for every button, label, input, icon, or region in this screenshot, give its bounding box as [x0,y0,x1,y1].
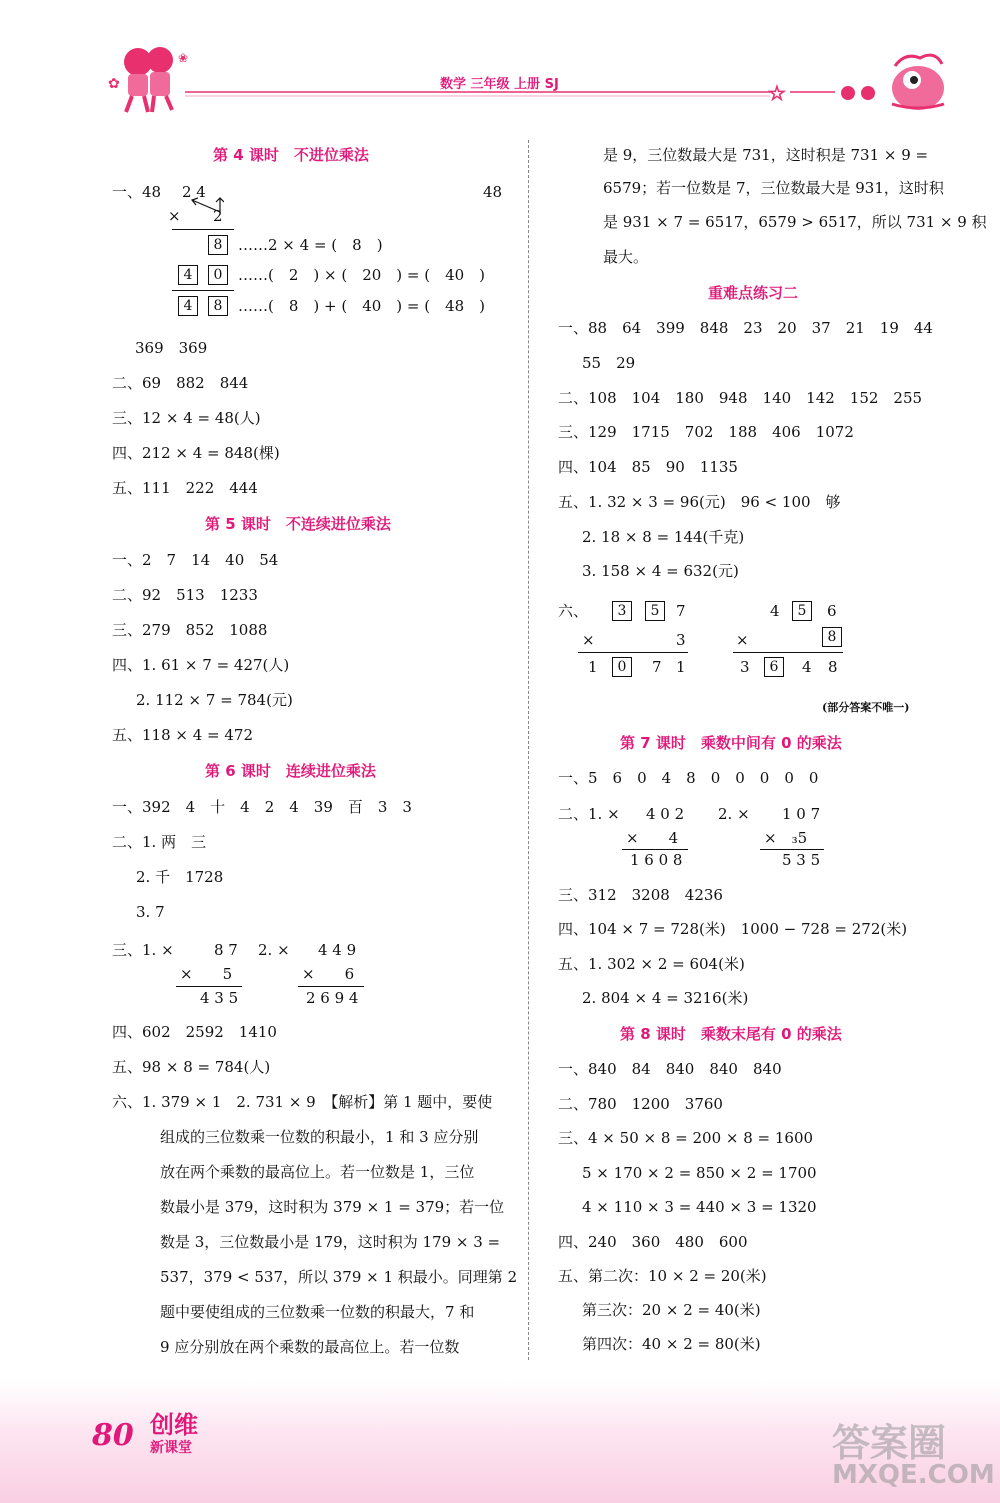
header-decoration [0,0,1000,140]
answer-box: 8 [822,627,842,647]
section-title-lesson-6: 第 6 课时 连续进位乘法 [205,762,376,780]
answer-line: 组成的三位数乘一位数的积最小，1 和 3 应分别 [160,1128,479,1146]
answer-line: 四、602 2592 1410 [112,1023,277,1041]
vm-rule [172,229,234,230]
star-icon: ☆ [768,81,786,105]
answer-line: 55 29 [582,354,636,372]
puzzle-digit: 1 [588,658,598,676]
answer-line: 二、780 1200 3760 [558,1095,723,1113]
answer-line: 48 [483,183,503,201]
answer-line: 一、5 6 0 4 8 0 0 0 0 0 [558,769,819,787]
vm-mul: × 4 [626,829,679,847]
vm-result: 4 3 5 [200,989,239,1007]
vm-result: 5 3 5 [782,851,821,869]
answer-line: 五、118 × 4 = 472 [112,726,254,744]
answer-box: 5 [792,601,812,621]
answer-line: 四、104 × 7 = 728(米) 1000 − 728 = 272(米) [558,920,908,938]
answer-line: 是 9，三位数最大是 731，这时积是 731 × 9 = [603,146,929,164]
answer-line: 五、111 222 444 [112,479,258,497]
section-title-lesson-4: 第 4 课时 不进位乘法 [213,146,369,164]
answer-line: 2. × [258,941,290,959]
vm-top: 8 7 [214,941,238,959]
vm-rule [176,986,242,987]
answer-box: 0 [208,265,228,285]
vm-top: 1 0 7 [782,805,821,823]
svg-text:❀: ❀ [178,51,189,65]
section-title-lesson-7: 第 7 课时 乘数中间有 0 的乘法 [620,734,842,752]
answer-line: 一、48 [112,183,162,201]
answer-line: 三、279 852 1088 [112,621,268,639]
answer-box: 3 [612,601,632,621]
puzzle-digit: 1 [676,658,686,676]
page-number: 80 [92,1418,134,1453]
answer-line: 二、92 513 1233 [112,586,258,604]
answer-line: 3. 7 [136,903,165,921]
watermark-logo: 答案圈 [832,1421,947,1465]
answer-box: 4 [178,296,198,316]
answer-line: 一、392 4 十 4 2 4 39 百 3 3 [112,798,412,816]
vm-explain: ……( 8 ) + ( 40 ) = ( 48 ) [238,297,486,315]
answer-line: 2. × [718,805,750,823]
answer-box: 4 [178,265,198,285]
answer-line: 一、840 84 840 840 840 [558,1060,782,1078]
answer-line: 第三次：20 × 2 = 40(米) [582,1301,761,1319]
answer-box: 0 [612,657,632,677]
answer-line: 537，379 < 537，所以 379 × 1 积最小。同理第 2 [160,1268,518,1286]
puzzle-digit: 3 [676,631,686,649]
answer-line: 四、240 360 480 600 [558,1233,748,1251]
answer-line: 三、1. × [112,941,174,959]
answer-box: 8 [208,296,228,316]
answer-line: 四、104 85 90 1135 [558,458,738,476]
answer-line: 第四次：40 × 2 = 80(米) [582,1335,761,1353]
answer-line: 一、88 64 399 848 23 20 37 21 19 44 [558,319,933,337]
answer-line: 六、 [558,602,589,620]
answer-line: 二、69 882 844 [112,374,249,392]
svg-text:✿: ✿ [108,76,120,92]
answer-line: 三、312 3208 4236 [558,886,723,904]
puzzle-digit: 8 [828,658,838,676]
answer-line: 五、1. 302 × 2 = 604(米) [558,955,745,973]
note-text: (部分答案不唯一) [822,701,910,714]
vm-mul: × 6 [302,965,355,983]
puzzle-digit: 4 [802,658,812,676]
vm-top: 2 4 [182,183,206,201]
answer-line: 四、212 × 4 = 848(棵) [112,444,280,462]
answer-line: 二、1. 两 三 [112,833,207,851]
mascot-illustration [892,55,944,110]
answer-line: 2. 18 × 8 = 144(千克) [582,528,745,546]
answer-line: 五、1. 32 × 3 = 96(元) 96 < 100 够 [558,493,841,511]
section-title-lesson-5: 第 5 课时 不连续进位乘法 [205,515,391,533]
column-divider [528,140,529,1360]
vm-top: 4 0 2 [646,805,685,823]
answer-line: 4 × 110 × 3 = 440 × 3 = 1320 [582,1198,817,1216]
answer-line: 三、12 × 4 = 48(人) [112,409,261,427]
vm-bottom: 2 [213,207,223,225]
puzzle-rule [578,652,688,653]
answer-box: 5 [645,601,665,621]
puzzle-digit: 3 [740,658,750,676]
answer-line: 二、1. × [558,805,620,823]
answer-line: 3. 158 × 4 = 632(元) [582,562,739,580]
kids-illustration [108,47,188,112]
dot-icon [861,86,875,100]
vm-mul: × ₃5 [764,829,808,847]
vm-explain: ……2 × 4 = ( 8 ) [238,236,383,254]
answer-line: 五、98 × 8 = 784(人) [112,1058,271,1076]
answer-box: 6 [764,657,784,677]
puzzle-digit: 7 [652,658,662,676]
vm-rule [298,986,364,987]
vm-result: 2 6 9 4 [306,989,359,1007]
vm-rule [172,290,234,291]
answer-line: 6579；若一位数是 7，三位数最大是 931，这时积 [603,179,944,197]
puzzle-mul: × [736,631,749,649]
puzzle-mul: × [582,631,595,649]
answer-line: 四、1. 61 × 7 = 427(人) [112,656,290,674]
answer-line: 数是 3，三位数最小是 179，这时积为 179 × 3 = [160,1233,501,1251]
answer-line: 2. 112 × 7 = 784(元) [136,691,293,709]
dot-icon [841,86,855,100]
answer-line: 数最小是 379，这时积为 379 × 1 = 379；若一位 [160,1198,505,1216]
brand-logo-bottom: 新课堂 [150,1440,192,1456]
header-title: 数学 三年级 上册 SJ [440,77,559,92]
answer-box: 8 [208,235,228,255]
vm-mul: × 5 [180,965,233,983]
answer-line: 最大。 [603,248,649,266]
answer-line: 二、108 104 180 948 140 142 152 255 [558,389,923,407]
answer-line: 五、第二次：10 × 2 = 20(米) [558,1267,767,1285]
vm-mul-sign: × [168,207,181,225]
answer-line: 是 931 × 7 = 6517，6579 > 6517，所以 731 × 9 积 [603,213,987,231]
answer-line: 三、4 × 50 × 8 = 200 × 8 = 1600 [558,1129,814,1147]
watermark-url: MXQE.COM [832,1460,995,1490]
vm-result: 1 6 0 8 [630,851,683,869]
puzzle-digit: 6 [827,602,837,620]
answer-line: 放在两个乘数的最高位上。若一位数是 1，三位 [160,1163,475,1181]
puzzle-digit: 7 [676,602,686,620]
answer-line: 三、129 1715 702 188 406 1072 [558,423,854,441]
answer-line: 题中要使组成的三位数乘一位数的积最大，7 和 [160,1303,475,1321]
puzzle-digit: 4 [770,602,780,620]
answer-line: 369 369 [135,339,208,357]
answer-line: 9 应分别放在两个乘数的最高位上。若一位数 [160,1338,460,1356]
brand-logo-top: 创维 [150,1411,198,1439]
answer-line: 一、2 7 14 40 54 [112,551,279,569]
answer-line: 2. 千 1728 [136,868,224,886]
answer-line: 5 × 170 × 2 = 850 × 2 = 1700 [582,1164,817,1182]
section-title-lesson-8: 第 8 课时 乘数末尾有 0 的乘法 [620,1025,842,1043]
answer-line: 六、1. 379 × 1 2. 731 × 9 【解析】第 1 题中，要使 [112,1093,493,1111]
answer-line: 2. 804 × 4 = 3216(米) [582,989,749,1007]
section-title-practice-2: 重难点练习二 [708,284,799,302]
puzzle-rule [733,652,843,653]
vm-top: 4 4 9 [318,941,357,959]
vm-explain: ……( 2 ) × ( 20 ) = ( 40 ) [238,266,486,284]
